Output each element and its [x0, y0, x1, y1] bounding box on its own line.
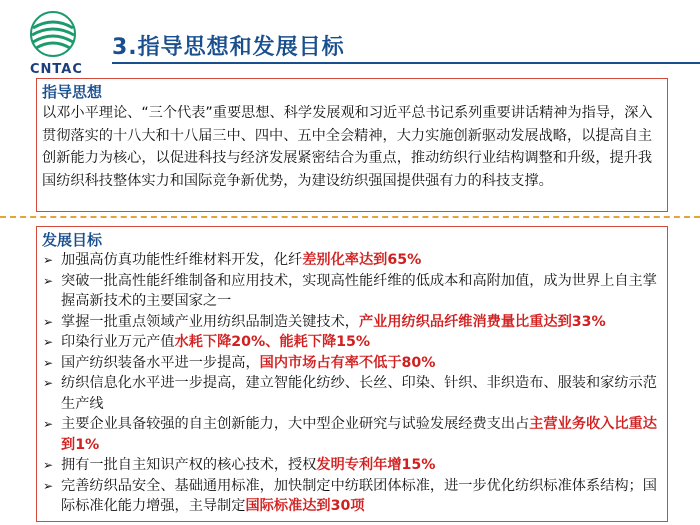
logo-text: CNTAC — [30, 62, 83, 77]
goal-highlight: 水耗下降20%、能耗下降15% — [174, 334, 371, 350]
arrow-bullet-icon: ➢ — [43, 314, 54, 329]
arrow-bullet-icon: ➢ — [43, 376, 54, 390]
goal-item: ➢ 加强高仿真功能性纤维材料开发，化纤差别化率达到65% — [41, 250, 663, 271]
goal-highlight: 差别化率达到65% — [302, 252, 422, 268]
arrow-bullet-icon: ➢ — [43, 458, 54, 472]
development-goals-heading: 发展目标 — [42, 231, 103, 249]
goal-highlight: 国际标准达到30项 — [245, 498, 365, 514]
goal-item: ➢ 主要企业具备较强的自主创新能力，大中型企业研究与试验发展经费支出占主营业务收入比重达到1% — [43, 416, 657, 453]
globe-icon — [22, 8, 84, 70]
goal-item: ➢ 掌握一批重点领域产业用纺织品制造关键技术，产业用纺织品纤维消费量比重达到33% — [41, 312, 663, 333]
guiding-ideology-heading: 指导思想 — [42, 83, 103, 101]
development-goals-box — [36, 226, 668, 522]
goals-list — [37, 249, 667, 517]
goal-item: ➢ 印染行业万元产值水耗下降20%、能耗下降15% — [41, 332, 663, 353]
goal-highlight: 产业用纺织品纤维消费量比重达到33% — [358, 313, 606, 330]
goal-item: ➢ 完善纺织品安全、基础通用标准，加快制定中纺联团体标准，进一步优化纺织标准体系结构；国际标准化能力增强，主导制定国际标准达到30项 — [43, 477, 657, 514]
dashed-divider — [0, 216, 700, 218]
goal-highlight: 主营业务收入比重达到1% — [61, 416, 657, 453]
guiding-ideology-text: 以邓小平理论、“三个代表”重要思想、科学发展观和习近平总书记系列重要讲话精神为指导，深入贯彻落实的十八大和十八届三中、四中、五中全会精神，大力实施创新驱动发展战略，以提高自主创新能力为核心，以促进科技与经济发展紧密结合为重点，推动纺织行业结构调整和升级，提升我国纺织科技整体实力和国际竞争新优势，为建设纺织强国提供强有力的科技支撑。 — [42, 105, 653, 189]
page-title: 3.指导思想和发展目标 — [112, 35, 345, 60]
arrow-bullet-icon: ➢ — [43, 253, 54, 267]
goal-highlight: 国内市场占有率不低于80% — [259, 354, 436, 371]
arrow-bullet-icon: ➢ — [43, 273, 54, 288]
title-underline — [112, 62, 700, 64]
goal-highlight: 发明专利年增15% — [316, 457, 436, 473]
arrow-bullet-icon: ➢ — [43, 355, 54, 370]
arrow-bullet-icon: ➢ — [43, 417, 54, 431]
goal-item: ➢ 突破一批高性能纤维制备和应用技术，实现高性能纤维的低成本和高附加值，成为世界上自主掌握高新技术的主要国家之一 — [43, 272, 657, 309]
guiding-ideology-box — [36, 78, 668, 212]
arrow-bullet-icon: ➢ — [43, 478, 54, 493]
goal-item: ➢ 纺织信息化水平进一步提高，建立智能化纺纱、长丝、印染、针织、非织造布、服装和家纺示范生产线 — [43, 375, 657, 412]
goal-item: ➢ 国产纺织装备水平进一步提高，国内市场占有率不低于80% — [41, 353, 663, 374]
arrow-bullet-icon: ➢ — [43, 335, 54, 349]
goal-item: ➢ 拥有一批自主知识产权的核心技术，授权发明专利年增15% — [41, 455, 663, 476]
